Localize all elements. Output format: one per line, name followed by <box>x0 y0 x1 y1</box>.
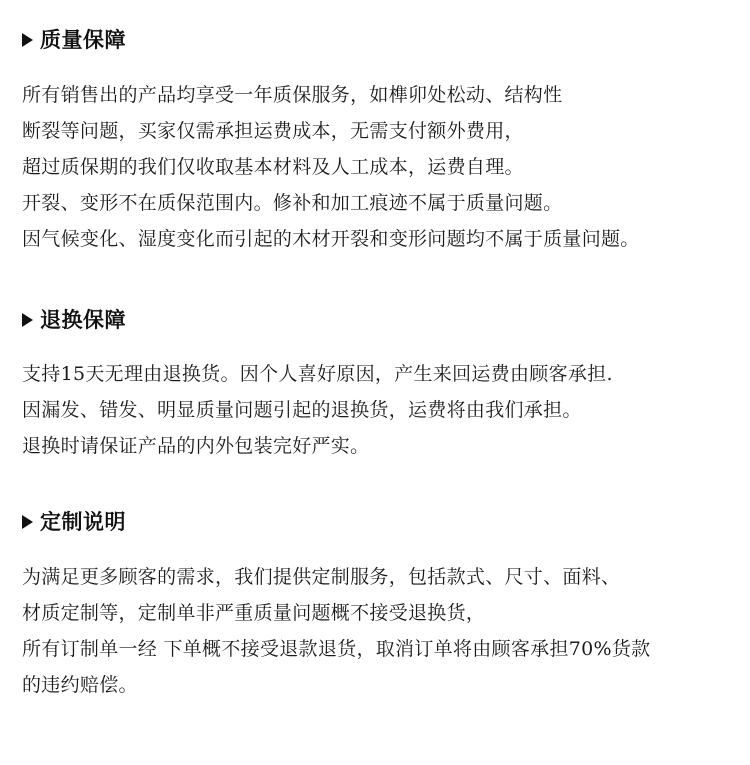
body-line: 超过质保期的我们仅收取基本材料及人工成本，运费自理。 <box>22 156 524 178</box>
return-guarantee-section <box>22 304 742 464</box>
body-line: 开裂、变形不在质保范围内。修补和加工痕迹不属于质量问题。 <box>22 192 563 214</box>
triangle-bullet-icon <box>22 33 33 47</box>
body-line: 断裂等问题，买家仅需承担运费成本，无需支付额外费用， <box>22 120 524 142</box>
section-heading <box>22 304 742 334</box>
section-title: 定制说明 <box>40 510 126 534</box>
body-line: 材质定制等，定制单非严重质量问题概不接受退换货， <box>22 602 486 624</box>
section-heading <box>22 24 742 54</box>
section-title: 退换保障 <box>40 308 126 332</box>
body-line: 因漏发、错发、明显质量问题引起的退换货，运费将由我们承担。 <box>22 399 582 421</box>
triangle-bullet-icon <box>22 313 33 327</box>
triangle-bullet-icon <box>22 515 33 529</box>
section-heading <box>22 506 742 536</box>
body-line: 退换时请保证产品的内外包装完好严实。 <box>22 435 370 457</box>
section-body <box>22 559 742 703</box>
section-title: 质量保障 <box>40 28 126 52</box>
body-line: 所有销售出的产品均享受一年质保服务，如榫卯处松动、结构性 <box>22 84 563 106</box>
body-line: 支持15天无理由退换货。因个人喜好原因，产生来回运费由顾客承担. <box>22 363 613 385</box>
body-line: 为满足更多顾客的需求，我们提供定制服务，包括款式、尺寸、面料、 <box>22 566 621 588</box>
section-body <box>22 77 742 257</box>
body-line: 因气候变化、湿度变化而引起的木材开裂和变形问题均不属于质量问题。 <box>22 228 640 250</box>
body-line: 的违约赔偿。 <box>22 674 138 696</box>
customization-section <box>22 506 742 703</box>
quality-guarantee-section <box>22 24 742 257</box>
section-body <box>22 356 742 464</box>
body-line: 所有订制单一经 下单概不接受退款退货，取消订单将由顾客承担70%货款 <box>22 638 651 660</box>
